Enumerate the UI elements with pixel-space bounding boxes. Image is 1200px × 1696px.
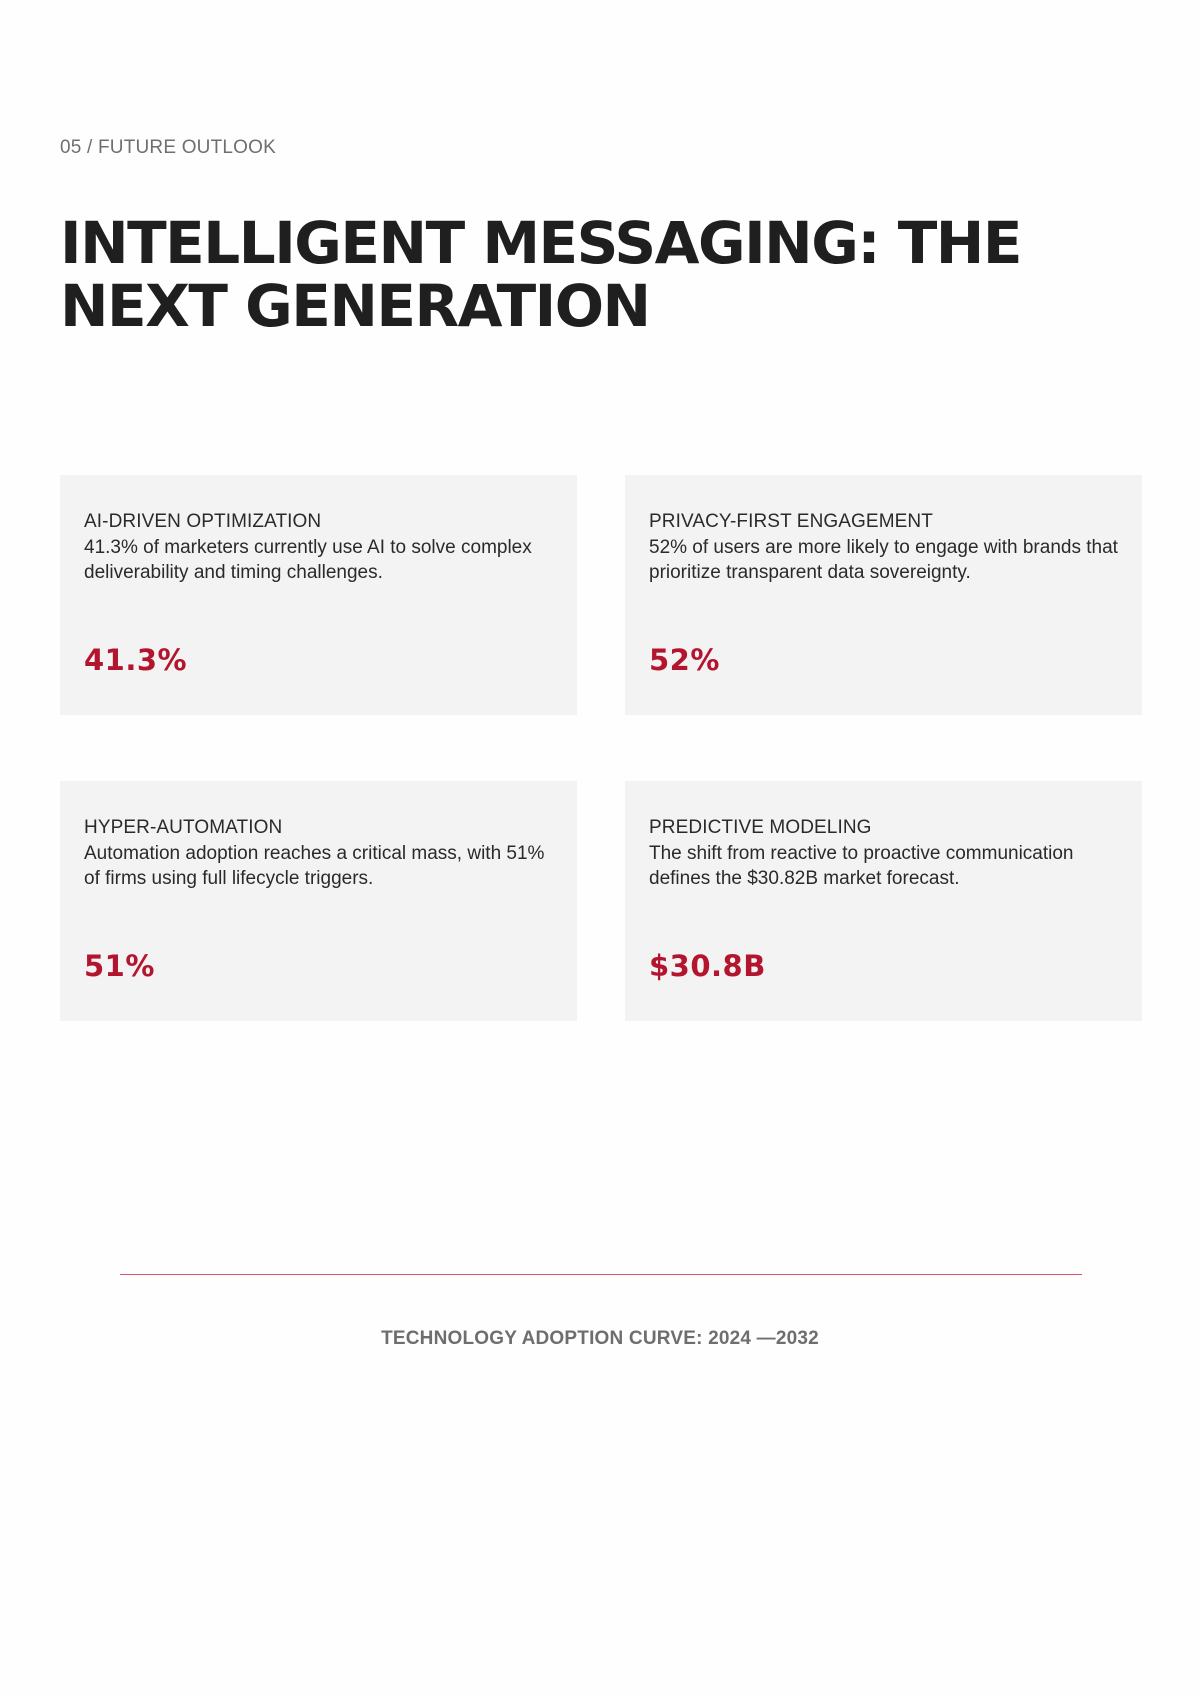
stat-card-ai-optimization: [60, 475, 577, 715]
stat-card-privacy-engagement: [625, 475, 1142, 715]
section-eyebrow: 05 / FUTURE OUTLOOK: [60, 137, 277, 158]
card-heading: PRIVACY-FIRST ENGAGEMENT: [649, 511, 933, 532]
card-description: 52% of users are more likely to engage with brands that prioritize transparent data sovereignty.: [649, 537, 1118, 583]
section-divider: [120, 1274, 1082, 1275]
card-stat-value: 51%: [84, 949, 155, 983]
card-heading: AI-DRIVEN OPTIMIZATION: [84, 511, 322, 532]
card-stat-value: 52%: [649, 643, 720, 677]
chart-caption: TECHNOLOGY ADOPTION CURVE: 2024 —2032: [381, 1328, 819, 1349]
card-description: Automation adoption reaches a critical mass, with 51% of firms using full lifecycle triggers.: [84, 843, 545, 889]
card-stat-value: 41.3%: [84, 643, 188, 677]
card-stat-value: $30.8B: [649, 949, 766, 983]
stat-card-predictive-modeling: [625, 781, 1142, 1021]
stat-card-grid: [60, 475, 1142, 1021]
card-description: 41.3% of marketers currently use AI to solve complex deliverability and timing challenges.: [84, 537, 532, 583]
page-title: INTELLIGENT MESSAGING: THE NEXT GENERATION: [60, 209, 1021, 340]
card-heading: HYPER-AUTOMATION: [84, 817, 283, 838]
stat-card-hyper-automation: [60, 781, 577, 1021]
card-heading: PREDICTIVE MODELING: [649, 817, 872, 838]
card-description: The shift from reactive to proactive communication defines the $30.82B market forecast.: [649, 843, 1074, 889]
